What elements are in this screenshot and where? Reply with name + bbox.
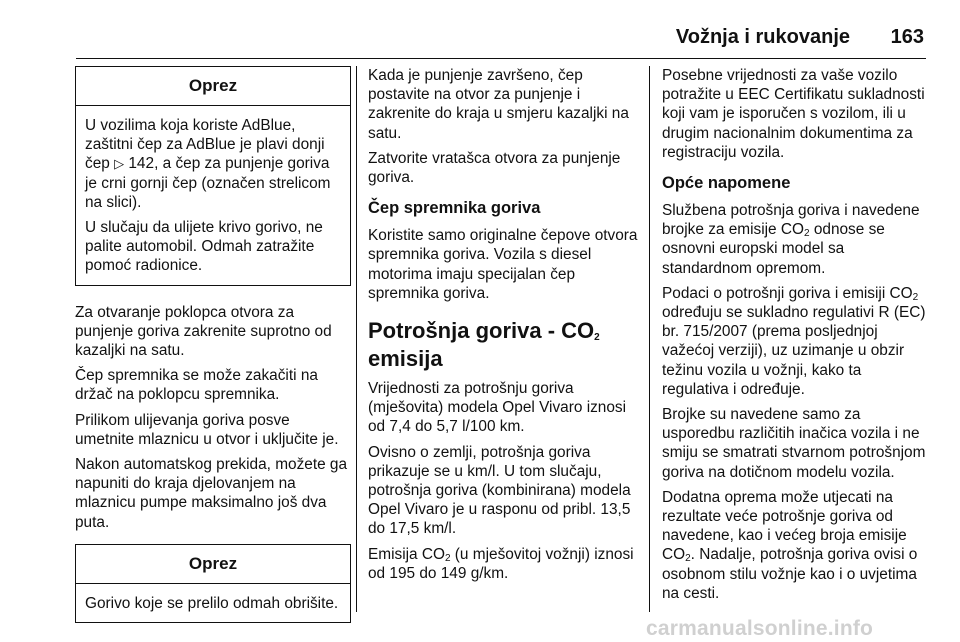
paragraph: Čep spremnika se može zakačiti na držač na poklopcu spremnika. [75,367,318,404]
text-part: Dodatna oprema može utjecati na rezultate veće potrošnje goriva od navedene, kao i većeg broja emisije CO [662,488,907,564]
paragraph: Prilikom ulijevanja goriva posve umetnite mlaznicu u otvor i uključite je. [75,411,339,448]
caution-text: Gorivo koje se prelilo odmah obrišite. [85,594,339,612]
section-heading: Opće napomene [662,174,791,193]
watermark: carmanualsonline.info [646,617,874,640]
paragraph [368,545,638,583]
caution-title: Oprez [76,545,350,584]
text-part: odnose se osnovni europski model sa standardnom opremom. [662,221,885,277]
caution-body [76,584,350,622]
caution-text [85,116,341,212]
text-part: (u mješovitoj vožnji) iznosi od 195 do 149 g/km. [368,545,634,582]
caution-text-part: , a čep za punjenje goriva je crni gornji čep (označen strelicom na slici). [85,155,331,211]
subscript: 2 [803,228,810,240]
paragraph: Brojke su navedene samo za usporedbu različitih inačica vozila i ne smiju se smatrati stvarnom potrošnjom goriva na dotičnom modelu vozila. [662,406,926,481]
paragraph [662,201,930,278]
paragraph: Zatvorite vratašca otvora za punjenje goriva. [368,149,621,187]
caution-box-2 [75,544,351,623]
caution-text-part: U vozilima koja koriste AdBlue, zaštitni čep za AdBlue je plavi donji čep [85,117,325,173]
section-heading: Čep spremnika goriva [368,199,541,218]
column-divider-2 [649,66,650,612]
text-part: određuju se sukladno regulativi R (EC) br. 715/2007 (prema posljednjoj važećoj verziji), uz uzimanje u obzir težinu vozila u vožnji, kako ta regulativa i određuje. [662,304,926,398]
page-ref-link[interactable]: 142 [128,155,155,173]
chapter-heading [368,317,638,373]
caution-box-1 [75,66,351,286]
paragraph: Nakon automatskog prekida, možete ga napuniti do kraja djelovanjem na mlaznicu pumpe maksimalno još dva puta. [75,456,348,531]
subscript: 2 [685,553,691,565]
subscript: 2 [912,291,919,303]
subscript: 2 [594,332,600,344]
paragraph: Za otvaranje poklopca otvora za punjenje goriva zakrenite suprotno od kazaljki na satu. [75,303,332,360]
column-3 [662,66,930,609]
paragraph: Koristite samo originalne čepove otvora spremnika goriva. Vozila s diesel motorima imaju specijalan čep spremnika goriva. [368,227,638,302]
page-number: 163 [890,26,924,48]
page-header [76,26,926,54]
text-part: Podaci o potrošnji goriva i emisiji CO [662,284,913,302]
text-part: Službena potrošnja goriva i navedene brojke za emisije CO [662,202,920,239]
header-title: Vožnja i rukovanje [675,26,850,48]
caution-title: Oprez [76,67,350,106]
paragraph: Kada je punjenje završeno, čep postavite na otvor za punjenje i zakrenite do kraja u smjeru kazaljki na satu. [368,67,629,142]
text-part: Emisija CO [368,545,445,563]
paragraph: Vrijednosti za potrošnju goriva (mješovita) modela Opel Vivaro iznosi od 7,4 do 5,7 l/100 km. [368,380,627,436]
heading-part: emisija [368,346,443,372]
column-divider-1 [356,66,357,612]
paragraph [662,488,930,603]
column-1 [75,66,351,623]
caution-text: U slučaju da ulijete krivo gorivo, ne palite automobil. Odmah zatražite pomoć radionice. [85,219,323,275]
heading-part: Potrošnja goriva - CO [368,318,595,344]
text-part: . Nadalje, potrošnja goriva ovisi o osobnom stilu vožnje kao i o uvjetima na cesti. [662,546,918,602]
subscript: 2 [444,552,451,564]
paragraph: Ovisno o zemlji, potrošnja goriva prikazuje se u km/l. U tom slučaju, potrošnja goriva (kombinirana) modela Opel Vivaro je u rasponu od pribl. 13,5 do 17,5 km/l. [368,443,631,538]
paragraph: Posebne vrijednosti za vaše vozilo potražite u EEC Certifikatu sukladnosti koji vam je isporučen s vozilom, ili u drugim nacionalnim dokumentima za registraciju vozila. [662,67,925,161]
header-divider [76,58,926,59]
paragraph [662,284,930,399]
column-2 [368,66,638,589]
caution-body [76,106,350,285]
page-ref-arrow-icon: ▷ [114,156,125,172]
